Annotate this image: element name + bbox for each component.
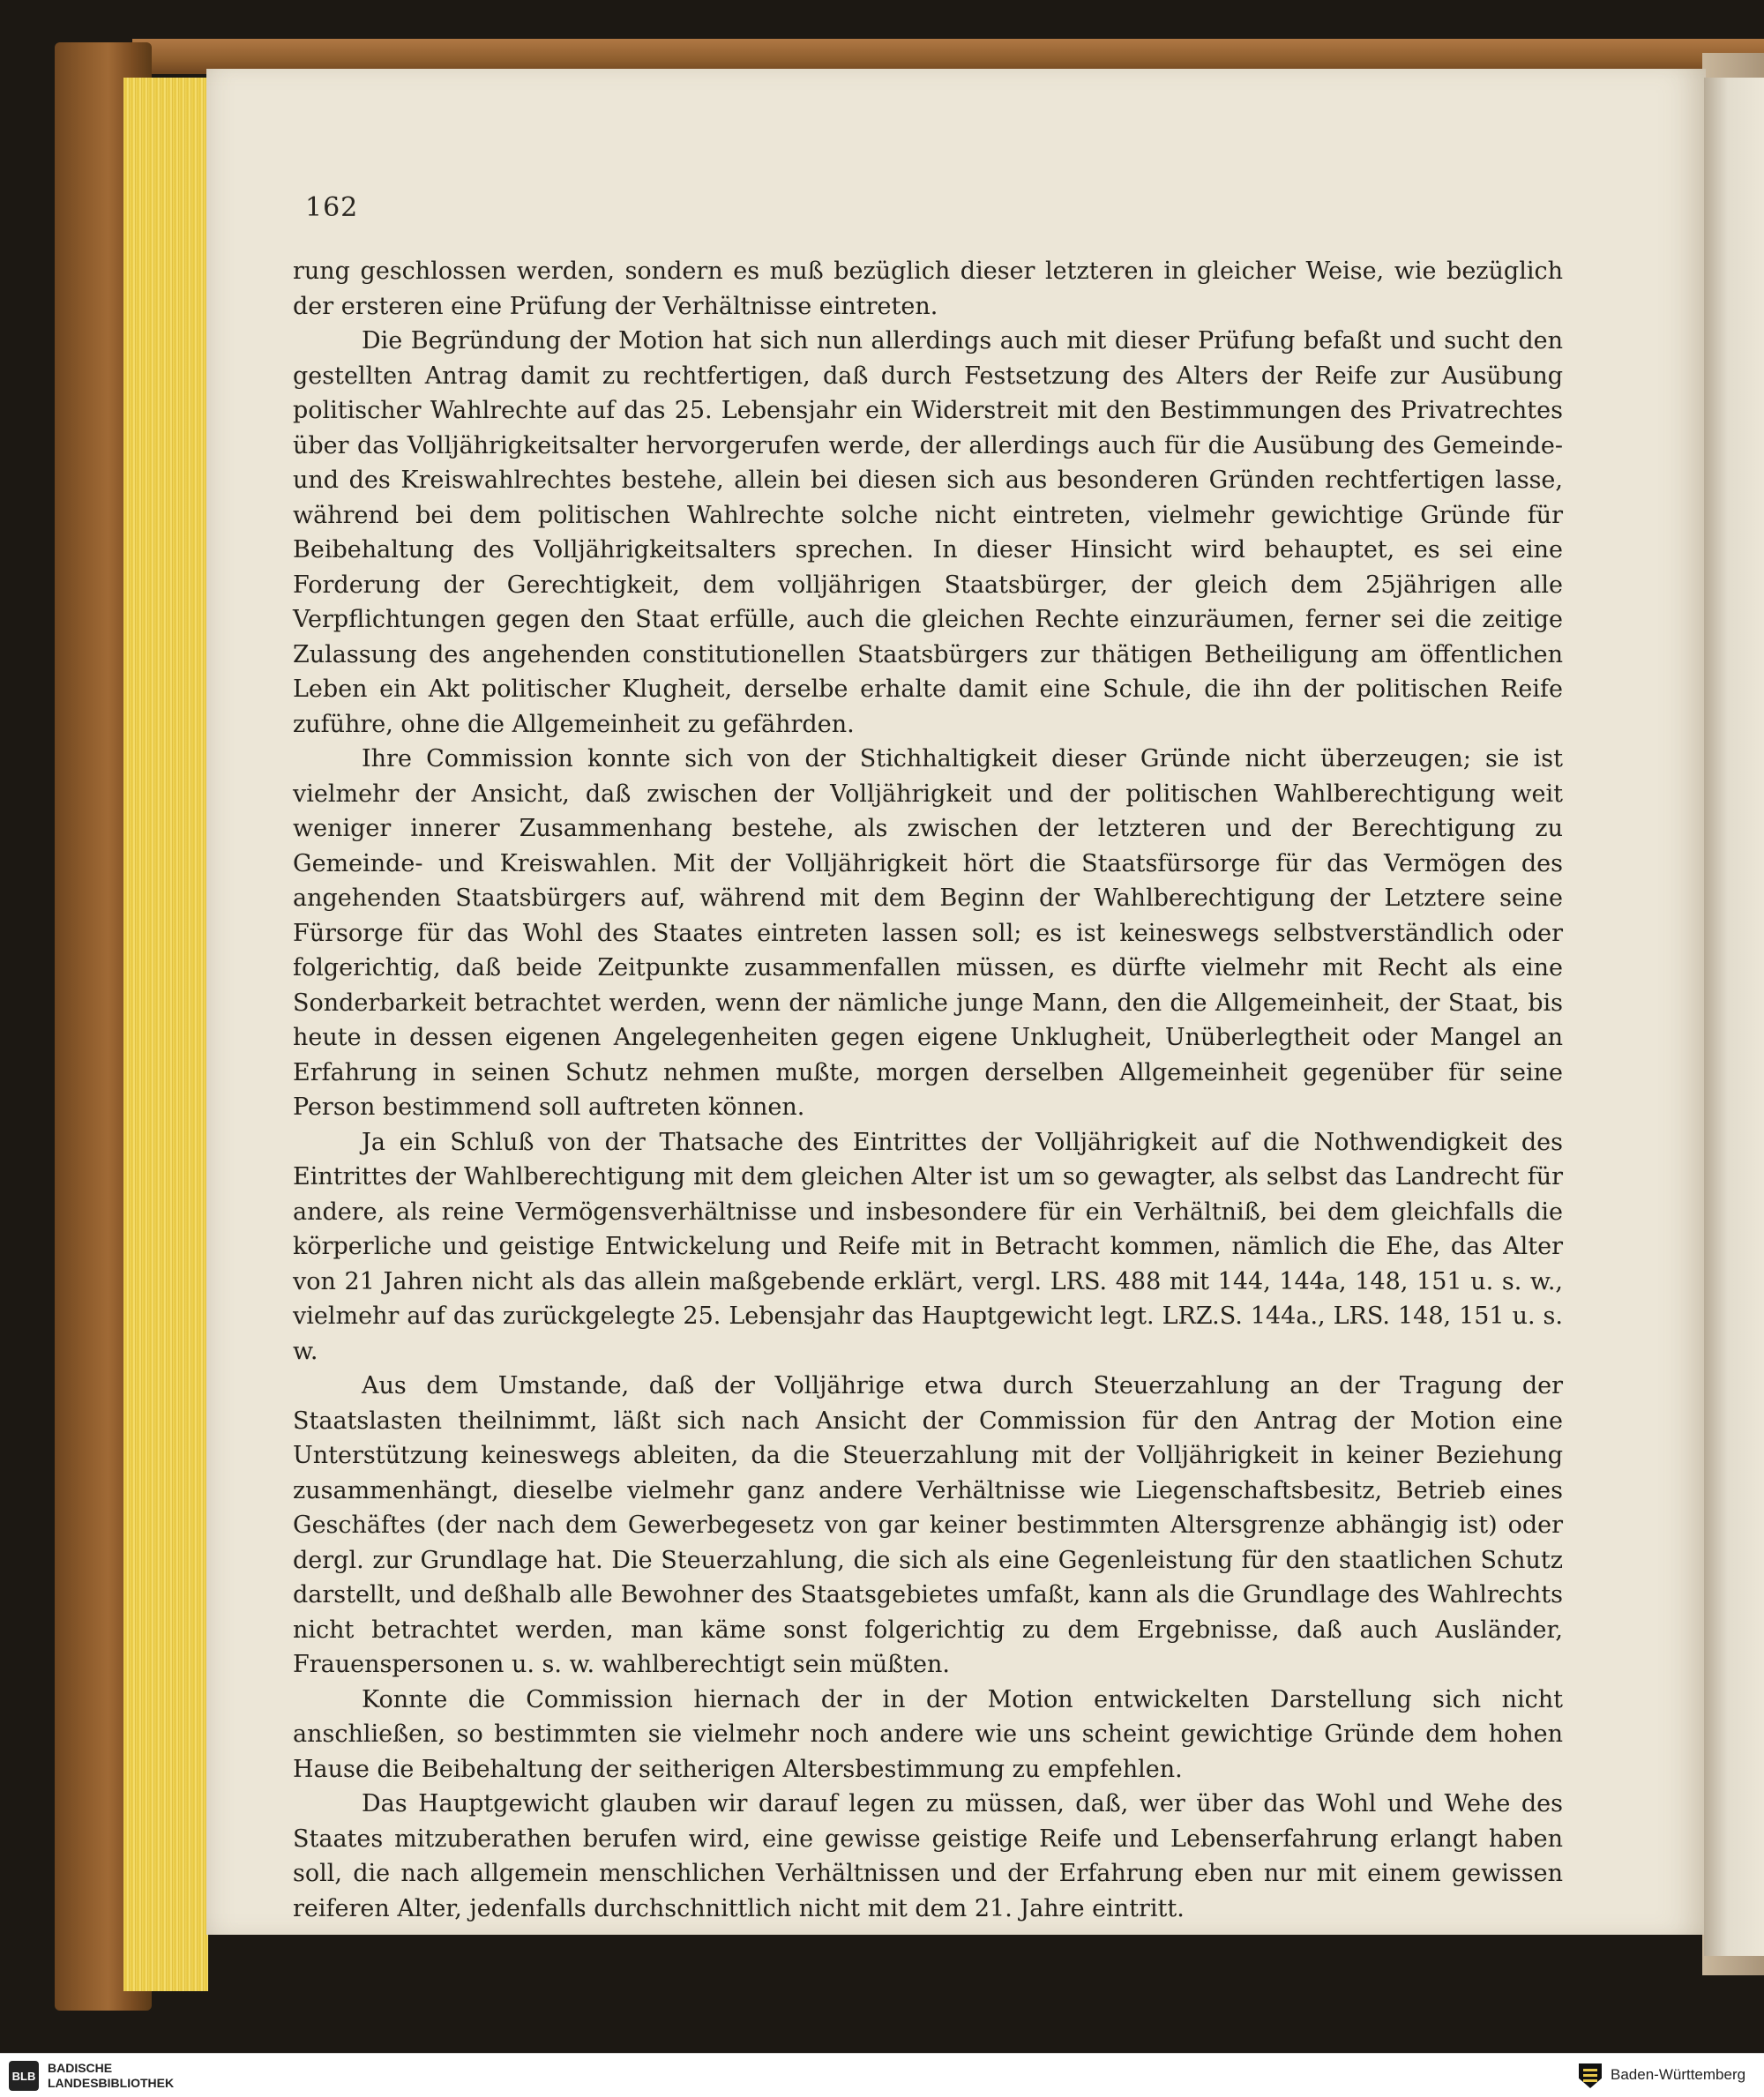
library-name[interactable] [48,2061,174,2091]
paragraph: Die Begründung der Motion hat sich nun allerdings auch mit dieser Prüfung befaßt und sucht den gestellten Antrag damit zu rechtfertigen, daß durch Festsetzung des Alters der Reife zur Ausübung politischer Wahlrechte auf das 25. Lebensjahr ein Widerstreit mit den Bestimmungen des Privatrechtes über das Volljährigkeitsalter hervorgerufen werde, der allerdings auch für die Ausübung des Gemeinde- und des Kreiswahlrechtes bestehe, allein bei diesen sich aus besonderen Gründen rechtfertigen lasse, während bei dem politischen Wahlrechte solche nicht eintreten, vielmehr gewichtige Gründe für Beibehaltung des Volljährigkeitsalters sprechen. In dieser Hinsicht wird behauptet, es sei eine Forderung der Gerechtigkeit, dem volljährigen Staatsbürger, der gleich dem 25jährigen alle Verpflichtungen gegen den Staat erfülle, auch die gleichen Rechte einzuräumen, ferner sei die zeitige Zulassung des angehenden constitutionellen Staatsbürgers zur thätigen Betheiligung am öffentlichen Leben ein Akt politischer Klugheit, derselbe erhalte damit eine Schule, die ihn der politischen Reife zuführe, ohne die Allgemeinheit zu gefährden. [293,327,1563,738]
baden-wuerttemberg-crest-icon [1579,2063,1602,2088]
state-name[interactable]: Baden-Württemberg [1611,2066,1746,2083]
library-name-line2: LANDESBIBLIOTHEK [48,2076,175,2090]
page-number: 162 [305,192,359,223]
paragraph: Ihre Commission konnte sich von der Stichhaltigkeit dieser Gründe nicht überzeugen; sie ist vielmehr der Ansicht, daß zwischen der Volljährigkeit und der politischen Wahlberechtigung weit weniger innerer Zusammenhang bestehe, als zwischen der letzteren und der Berechtigung zu Gemeinde- und Kreiswahlen. Mit der Volljährigkeit hört die Staatsfürsorge für das Vermögen des angehenden Staatsbürgers auf, während mit dem Beginn der Wahlberechtigung der Letztere seine Fürsorge für das Wohl des Staates eintreten lassen soll; es ist keineswegs selbstverständlich oder folgerichtig, daß beide Zeitpunkte zusammenfallen müssen, es dürfte vielmehr mit Recht als eine Sonderbarkeit betrachtet werden, wenn der nämliche junge Mann, den die Allgemeinheit, der Staat, bis heute in dessen eigenen Angelegenheiten gegen eigene Unklugheit, Unüberlegtheit oder Mangel an Erfahrung in seinen Schutz nehmen mußte, morgen derselben Allgemeinheit gegenüber für seine Person bestimmend soll auftreten können. [293,745,1563,1121]
paragraph: Aus dem Umstande, daß der Volljährige etwa durch Steuerzahlung an der Tragung der Staatslasten theilnimmt, läßt sich nach Ansicht der Commission für den Antrag der Motion eine Unterstützung keineswegs ableiten, da die Steuerzahlung mit der Volljährigkeit in keiner Beziehung zusammenhängt, dieselbe vielmehr ganz andere Verhältnisse wie Liegenschaftsbesitz, Betrieb eines Geschäftes (der nach dem Gewerbegesetz von gar keiner bestimmten Altersgrenze abhängig ist) oder dergl. zur Grundlage hat. Die Steuerzahlung, die sich als eine Gegenleistung für den staatlichen Schutz darstellt, und deßhalb alle Bewohner des Staatsgebietes umfaßt, kann als die Grundlage des Wahlrechts nicht betrachtet werden, man käme sonst folgerichtig zu dem Ergebnisse, daß auch Ausländer, Frauenspersonen u. s. w. wahlberechtigt sein müßten. [293,1372,1563,1678]
library-name-line1: BADISCHE [48,2061,113,2075]
paragraph: Das Hauptgewicht glauben wir darauf legen zu müssen, daß, wer über das Wohl und Wehe des Staates mitzuberathen berufen wird, eine gewisse geistige Reife und Lebenserfahrung erlangt haben soll, die nach allgemein menschlichen Verhältnissen und der Erfahrung eben nur mit einem gewissen reiferen Alter, jedenfalls durchschnittlich nicht mit dem 21. Jahre eintritt. [293,1790,1563,1922]
blb-logo-icon[interactable]: BLB [9,2061,39,2091]
paragraph: rung geschlossen werden, sondern es muß bezüglich dieser letzteren in gleicher Weise, wie bezüglich der ersteren eine Prüfung der Verhältnisse eintreten. [293,257,1563,320]
facing-page-edge [1704,78,1764,1956]
footer-bar [0,2053,1764,2097]
page-text [293,254,1563,1926]
paragraph: Ja ein Schluß von der Thatsache des Eintrittes der Volljährigkeit auf die Nothwendigkeit des Eintrittes der Wahlberechtigung mit dem gleichen Alter ist um so gewagter, als selbst das Landrecht für andere, als reine Vermögensverhältnisse und insbesondere für ein Verhältniß, bei dem gleichfalls die körperliche und geistige Entwickelung und Reife mit in Betracht kommen, nämlich die Ehe, das Alter von 21 Jahren nicht als das allein maßgebende erklärt, vergl. LRS. 488 mit 144, 144a, 148, 151 u. s. w., vielmehr auf das zurückgelegte 25. Lebensjahr das Hauptgewicht legt. LRZ.S. 144a., LRS. 148, 151 u. s. w. [293,1128,1563,1365]
paragraph: Konnte die Commission hiernach der in der Motion entwickelten Darstellung sich nicht anschließen, so bestimmten sie vielmehr noch andere wie uns scheint gewichtige Gründe dem hohen Hause die Beibehaltung der seitherigen Altersbestimmung zu empfehlen. [293,1685,1563,1783]
gilt-page-edges [123,78,208,1991]
